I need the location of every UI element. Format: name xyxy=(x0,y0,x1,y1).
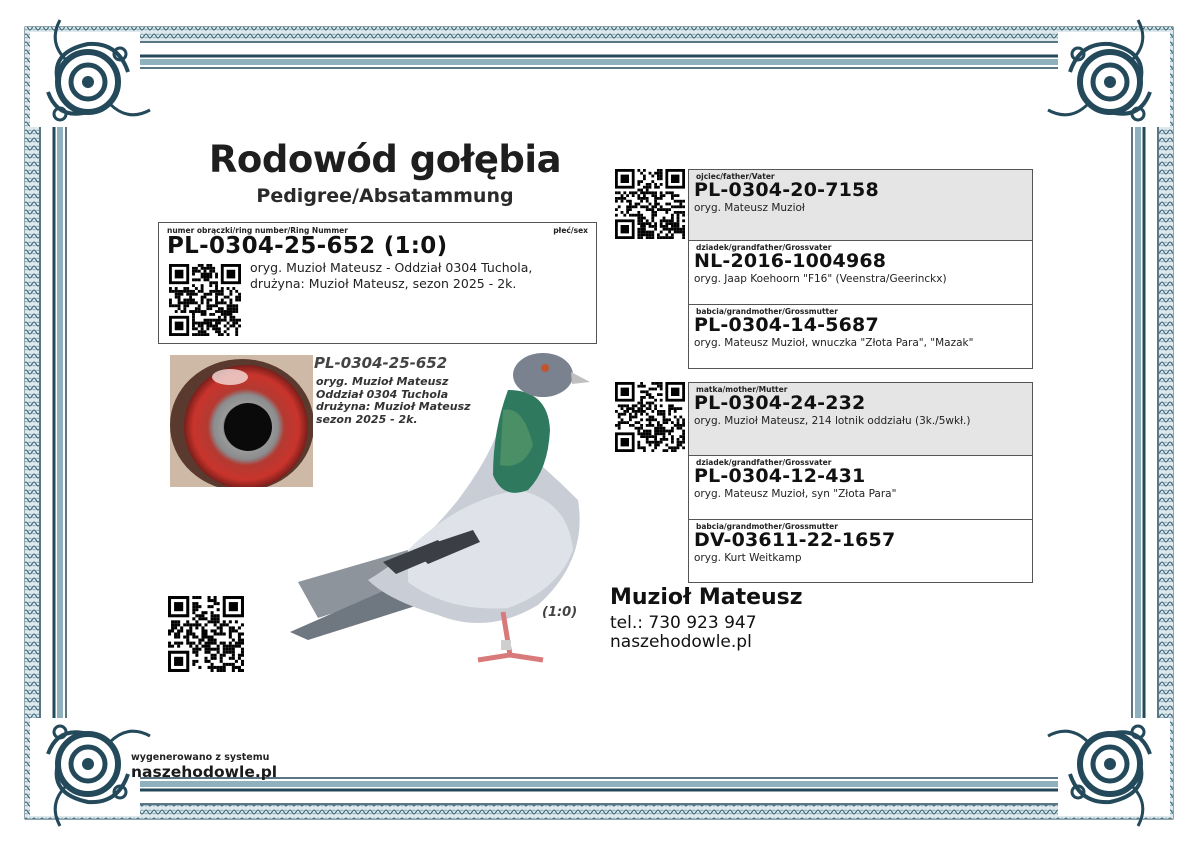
father-qr-code xyxy=(615,169,685,243)
mother-desc: oryg. Muzioł Mateusz, 214 lotnik oddziału (3k./5wkł.) xyxy=(694,415,971,427)
breeder-phone: tel.: 730 923 947 xyxy=(610,613,757,633)
grandmother-ring: DV-03611-22-1657 xyxy=(694,529,896,551)
qr-code-icon xyxy=(168,596,244,672)
bird-qr-code xyxy=(169,264,241,340)
grandfather-ring: PL-0304-12-431 xyxy=(694,465,866,487)
qr-code-icon xyxy=(169,264,241,336)
sex-label: płeć/sex xyxy=(553,226,588,235)
breeder-website: naszehodowle.pl xyxy=(610,632,752,652)
generator-site: naszehodowle.pl xyxy=(131,763,278,781)
document-title: Rodowód gołębia xyxy=(208,138,562,181)
ring-number-label: numer obrączki/ring number/Ring Nummer xyxy=(167,226,348,235)
qr-code-icon xyxy=(615,382,685,452)
eye-info-line: drużyna: Muzioł Mateusz xyxy=(316,400,471,413)
sex-tag: (1:0) xyxy=(542,605,578,620)
grandmother-desc: oryg. Kurt Weitkamp xyxy=(694,552,802,564)
mother-qr-code xyxy=(615,382,685,456)
eye-info-line: Oddział 0304 Tuchola xyxy=(316,387,449,401)
bird-info-box xyxy=(158,222,597,344)
mother-label: matka/mother/Mutter xyxy=(696,385,788,394)
eye-ring-number: PL-0304-25-652 xyxy=(314,354,448,372)
qr-code-icon xyxy=(615,169,685,239)
grandfather-label: dziadek/grandfather/Grossvater xyxy=(696,243,832,252)
bottom-qr-code xyxy=(168,596,244,676)
generated-by-label: wygenerowano z systemu xyxy=(131,752,270,763)
grandfather-ring: NL-2016-1004968 xyxy=(694,250,887,272)
bird-ring-number: PL-0304-25-652 (1:0) xyxy=(167,233,448,259)
pigeon-photo xyxy=(288,350,598,672)
mother-box xyxy=(688,382,1033,456)
father-label: ojciec/father/Vater xyxy=(696,172,775,181)
eye-info-line: sezon 2025 - 2k. xyxy=(316,412,418,426)
grandfather-desc: oryg. Mateusz Muzioł, syn "Złota Para" xyxy=(694,488,897,500)
grandmother-desc: oryg. Mateusz Muzioł, wnuczka "Złota Para", "Mazak" xyxy=(694,337,974,349)
mother-ring: PL-0304-24-232 xyxy=(694,392,866,414)
grandmother-label: babcia/grandmother/Grossmutter xyxy=(696,522,838,531)
grandfather-label: dziadek/grandfather/Grossvater xyxy=(696,458,832,467)
father-box xyxy=(688,169,1033,241)
father-grandfather-box xyxy=(688,240,1033,305)
grandmother-label: babcia/grandmother/Grossmutter xyxy=(696,307,838,316)
grandfather-desc: oryg. Jaap Koehoorn "F16" (Veenstra/Geerinckx) xyxy=(694,273,947,285)
mother-grandmother-box xyxy=(688,519,1033,583)
breeder-name: Muzioł Mateusz xyxy=(610,585,803,610)
document-subtitle: Pedigree/Absatammung xyxy=(256,185,514,207)
father-grandmother-box xyxy=(688,304,1033,369)
grandmother-ring: PL-0304-14-5687 xyxy=(694,314,879,336)
bird-description: oryg. Muzioł Mateusz - Oddział 0304 Tuchola, drużyna: Muzioł Mateusz, sezon 2025 - 2k. xyxy=(250,260,533,291)
eye-info-line: oryg. Muzioł Mateusz xyxy=(316,375,449,388)
father-desc: oryg. Mateusz Muzioł xyxy=(694,202,805,214)
mother-grandfather-box xyxy=(688,455,1033,520)
father-ring: PL-0304-20-7158 xyxy=(694,179,879,201)
